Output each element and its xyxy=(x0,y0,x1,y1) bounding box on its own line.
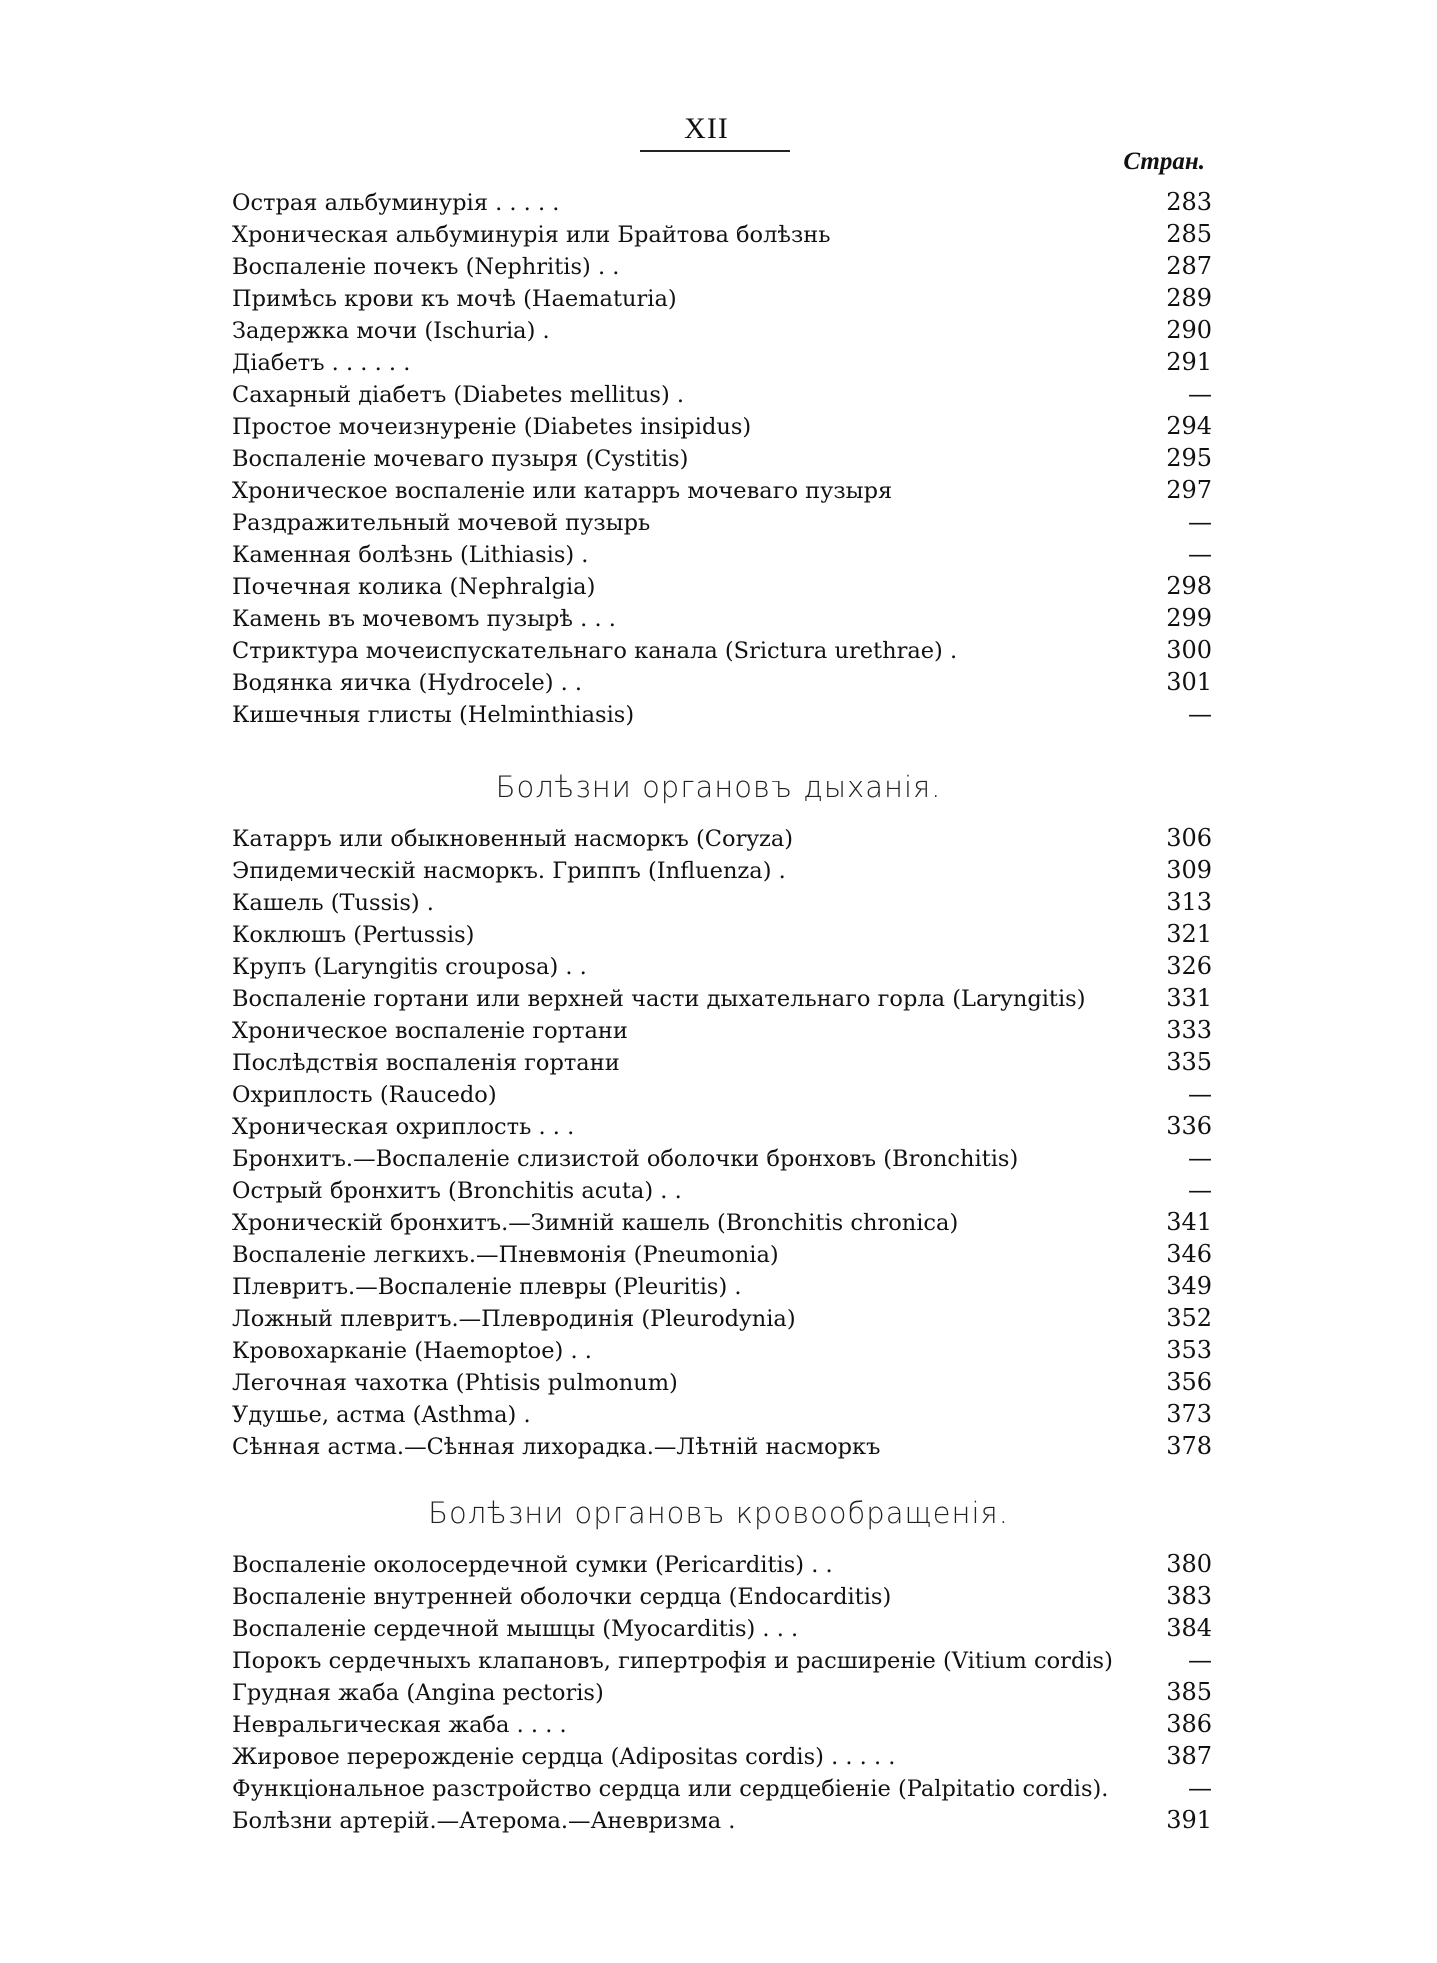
toc-entry-title: Ложный плевритъ.—Плевродинія (Pleurodynia) xyxy=(232,1306,796,1332)
toc-entry-page: 287 xyxy=(1166,252,1212,280)
toc-entry xyxy=(232,1366,1212,1398)
toc-entry xyxy=(232,314,1212,346)
toc-entry xyxy=(232,570,1212,602)
toc-entry xyxy=(232,1804,1212,1836)
toc-section-circulatory xyxy=(232,1548,1212,1836)
toc-entry-title: Катарръ или обыкновенный насморкъ (Coryza) xyxy=(232,826,794,852)
toc-entry xyxy=(232,886,1212,918)
toc-entry-page: — xyxy=(1188,540,1212,568)
toc-entry-page: 321 xyxy=(1166,920,1212,948)
toc-entry xyxy=(232,1772,1212,1804)
toc-entry xyxy=(232,218,1212,250)
toc-entry-page: 384 xyxy=(1166,1614,1212,1642)
toc-entry-title: Водянка яичка (Hydrocele) . . xyxy=(232,670,583,696)
toc-entry-title: Порокъ сердечныхъ клапановъ, гипертрофія и расширеніе (Vitium cordis) xyxy=(232,1648,1113,1674)
toc-entry-title: Легочная чахотка (Phtisis pulmonum) xyxy=(232,1370,678,1396)
toc-entry xyxy=(232,1110,1212,1142)
toc-entry-title: Сахарный діабетъ (Diabetes mellitus) . xyxy=(232,382,685,408)
toc-entry-page: 297 xyxy=(1166,476,1212,504)
toc-entry xyxy=(232,250,1212,282)
toc-entry-page: — xyxy=(1188,380,1212,408)
toc-entry-page: 346 xyxy=(1166,1240,1212,1268)
toc-entry xyxy=(232,1708,1212,1740)
toc-entry-title: Коклюшъ (Pertussis) xyxy=(232,922,475,948)
toc-entry-page: 335 xyxy=(1166,1048,1212,1076)
toc-entry-title: Острая альбуминурія . . . . . xyxy=(232,190,560,216)
toc-entry-page: 378 xyxy=(1166,1432,1212,1460)
toc-entry xyxy=(232,1238,1212,1270)
toc-entry-title: Удушье, астма (Asthma) . xyxy=(232,1402,531,1428)
toc-entry xyxy=(232,1644,1212,1676)
toc-entry xyxy=(232,1174,1212,1206)
toc-entry-page: 391 xyxy=(1166,1806,1212,1834)
toc-entry-title: Бронхитъ.—Воспаленіе слизистой оболочки бронховъ (Bronchitis) xyxy=(232,1146,1019,1172)
toc-entry-title: Раздражительный мочевой пузырь xyxy=(232,510,651,536)
toc-entry-title: Воспаленіе околосердечной сумки (Pericarditis) . . xyxy=(232,1552,833,1578)
toc-entry-title: Каменная болѣзнь (Lithiasis) . xyxy=(232,542,589,568)
toc-entry-page: 306 xyxy=(1166,824,1212,852)
toc-entry-page: 285 xyxy=(1166,220,1212,248)
section-heading-respiratory: Болѣзни органовъ дыханія. xyxy=(495,770,942,804)
toc-entry-title: Задержка мочи (Ischuria) . xyxy=(232,318,550,344)
toc-entry-page: 290 xyxy=(1166,316,1212,344)
toc-entry xyxy=(232,346,1212,378)
toc-entry-page: 289 xyxy=(1166,284,1212,312)
toc-entry xyxy=(232,378,1212,410)
toc-entry-title: Сѣнная астма.—Сѣнная лихорадка.—Лѣтній насморкъ xyxy=(232,1434,881,1460)
toc-entry xyxy=(232,822,1212,854)
section-heading-circulatory: Болѣзни органовъ кровообращенія. xyxy=(428,1496,1009,1530)
toc-entry-page: 353 xyxy=(1166,1336,1212,1364)
toc-entry-title: Воспаленіе легкихъ.—Пневмонія (Pneumonia) xyxy=(232,1242,779,1268)
toc-entry xyxy=(232,1270,1212,1302)
toc-entry-page: 294 xyxy=(1166,412,1212,440)
toc-entry-page: — xyxy=(1188,700,1212,728)
toc-entry-title: Хроническое воспаленіе гортани xyxy=(232,1018,628,1044)
page-column-label: Стран. xyxy=(1123,148,1205,175)
toc-entry xyxy=(232,666,1212,698)
toc-entry xyxy=(232,1014,1212,1046)
toc-entry-page: — xyxy=(1188,1080,1212,1108)
toc-entry xyxy=(232,1302,1212,1334)
toc-entry-title: Послѣдствія воспаленія гортани xyxy=(232,1050,620,1076)
toc-entry-title: Кашель (Tussis) . xyxy=(232,890,434,916)
toc-entry-page: 300 xyxy=(1166,636,1212,664)
toc-entry xyxy=(232,474,1212,506)
toc-entry-title: Камень въ мочевомъ пузырѣ . . . xyxy=(232,606,616,632)
toc-entry xyxy=(232,410,1212,442)
toc-entry-title: Хроническая альбуминурія или Брайтова болѣзнь xyxy=(232,222,831,248)
toc-entry xyxy=(232,1430,1212,1462)
toc-entry-title: Функціональное разстройство сердца или сердцебіеніе (Palpitatio cordis). xyxy=(232,1776,1109,1802)
toc-entry xyxy=(232,1612,1212,1644)
toc-entry xyxy=(232,186,1212,218)
toc-entry xyxy=(232,538,1212,570)
toc-entry xyxy=(232,1334,1212,1366)
toc-entry-title: Плевритъ.—Воспаленіе плевры (Pleuritis) . xyxy=(232,1274,742,1300)
toc-entry-title: Эпидемическій насморкъ. Гриппъ (Influenza) . xyxy=(232,858,786,884)
toc-entry-page: 356 xyxy=(1166,1368,1212,1396)
toc-entry xyxy=(232,1740,1212,1772)
toc-entry-title: Простое мочеизнуреніе (Diabetes insipidus) xyxy=(232,414,752,440)
toc-entry xyxy=(232,1548,1212,1580)
toc-entry-title: Болѣзни артерій.—Атерома.—Аневризма . xyxy=(232,1808,736,1834)
toc-entry-page: — xyxy=(1188,1176,1212,1204)
toc-entry-title: Хроническая охриплость . . . xyxy=(232,1114,575,1140)
toc-entry-page: 349 xyxy=(1166,1272,1212,1300)
toc-entry-page: — xyxy=(1188,1646,1212,1674)
toc-entry-title: Воспаленіе внутренней оболочки сердца (Endocarditis) xyxy=(232,1584,892,1610)
toc-entry xyxy=(232,950,1212,982)
toc-entry-title: Острый бронхитъ (Bronchitis acuta) . . xyxy=(232,1178,682,1204)
toc-entry-page: 352 xyxy=(1166,1304,1212,1332)
toc-entry-page: 383 xyxy=(1166,1582,1212,1610)
toc-entry-title: Воспаленіе почекъ (Nephritis) . . xyxy=(232,254,620,280)
toc-entry xyxy=(232,634,1212,666)
toc-entry xyxy=(232,1206,1212,1238)
toc-entry xyxy=(232,698,1212,730)
toc-entry-title: Крупъ (Laryngitis crouposa) . . xyxy=(232,954,587,980)
toc-entry-title: Невральгическая жаба . . . . xyxy=(232,1712,567,1738)
toc-entry-title: Кишечныя глисты (Helminthiasis) xyxy=(232,702,635,728)
toc-entry xyxy=(232,1676,1212,1708)
toc-entry-page: 299 xyxy=(1166,604,1212,632)
toc-section-urinary xyxy=(232,186,1212,730)
toc-entry-title: Примѣсь крови къ мочѣ (Haematuria) xyxy=(232,286,677,312)
toc-entry-page: 341 xyxy=(1166,1208,1212,1236)
toc-entry-page: 326 xyxy=(1166,952,1212,980)
toc-entry-page: 331 xyxy=(1166,984,1212,1012)
toc-entry-title: Охриплость (Raucedo) xyxy=(232,1082,497,1108)
toc-entry-page: 301 xyxy=(1166,668,1212,696)
toc-entry-page: — xyxy=(1188,1774,1212,1802)
page-number: XII xyxy=(684,112,729,145)
toc-entry-page: 313 xyxy=(1166,888,1212,916)
toc-entry xyxy=(232,854,1212,886)
toc-entry-title: Жировое перерожденіе сердца (Adipositas cordis) . . . . . xyxy=(232,1744,896,1770)
toc-entry-page: 295 xyxy=(1166,444,1212,472)
toc-entry-title: Воспаленіе гортани или верхней части дыхательнаго горла (Laryngitis) xyxy=(232,986,1086,1012)
toc-entry-title: Кровохарканіе (Haemoptoe) . . xyxy=(232,1338,592,1364)
toc-entry xyxy=(232,982,1212,1014)
toc-entry-page: 283 xyxy=(1166,188,1212,216)
toc-entry xyxy=(232,1078,1212,1110)
toc-entry-title: Стриктура мочеиспускательнаго канала (Srictura urethrae) . xyxy=(232,638,958,664)
toc-entry xyxy=(232,282,1212,314)
toc-entry-page: 291 xyxy=(1166,348,1212,376)
toc-entry-page: 380 xyxy=(1166,1550,1212,1578)
toc-entry-page: — xyxy=(1188,508,1212,536)
toc-entry-page: 373 xyxy=(1166,1400,1212,1428)
toc-entry-title: Хроническое воспаленіе или катарръ мочеваго пузыря xyxy=(232,478,893,504)
toc-entry xyxy=(232,602,1212,634)
toc-entry-title: Воспаленіе мочеваго пузыря (Cystitis) xyxy=(232,446,689,472)
toc-entry-page: 298 xyxy=(1166,572,1212,600)
toc-entry-page: 309 xyxy=(1166,856,1212,884)
header-rule xyxy=(640,150,790,152)
toc-entry-page: 336 xyxy=(1166,1112,1212,1140)
toc-entry xyxy=(232,918,1212,950)
toc-entry-page: 333 xyxy=(1166,1016,1212,1044)
toc-entry-title: Діабетъ . . . . . . xyxy=(232,350,411,376)
toc-entry-title: Воспаленіе сердечной мышцы (Myocarditis) . . . xyxy=(232,1616,799,1642)
toc-entry xyxy=(232,1398,1212,1430)
toc-entry xyxy=(232,506,1212,538)
toc-entry-page: 385 xyxy=(1166,1678,1212,1706)
toc-entry xyxy=(232,442,1212,474)
toc-entry xyxy=(232,1142,1212,1174)
toc-entry-title: Грудная жаба (Angina pectoris) xyxy=(232,1680,604,1706)
toc-entry-title: Почечная колика (Nephralgia) xyxy=(232,574,596,600)
toc-entry-title: Хроническій бронхитъ.—Зимній кашель (Bronchitis chronica) xyxy=(232,1210,959,1236)
toc-entry-page: 387 xyxy=(1166,1742,1212,1770)
toc-entry xyxy=(232,1580,1212,1612)
toc-entry xyxy=(232,1046,1212,1078)
toc-entry-page: 386 xyxy=(1166,1710,1212,1738)
toc-section-respiratory xyxy=(232,822,1212,1462)
toc-entry-page: — xyxy=(1188,1144,1212,1172)
